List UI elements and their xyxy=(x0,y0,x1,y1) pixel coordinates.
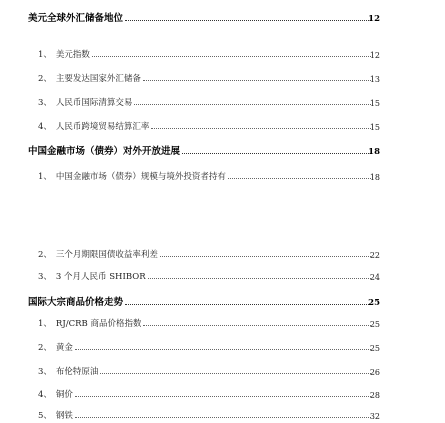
toc-entry-title: 布伦特原油 xyxy=(55,367,99,377)
leader-dots xyxy=(125,303,371,305)
toc-entry[interactable] xyxy=(38,44,380,60)
toc-entry-title: 铜价 xyxy=(55,390,73,400)
toc-entry-number: 2、 xyxy=(38,250,52,260)
leader-dots xyxy=(160,255,371,257)
toc-page-number: 22 xyxy=(369,251,380,260)
toc-entry[interactable] xyxy=(38,337,380,353)
toc-entry-number: 4、 xyxy=(38,122,52,132)
toc-entry-title: 主要发达国家外汇储备 xyxy=(55,74,141,84)
toc-entry[interactable] xyxy=(38,244,380,260)
toc-entry-title: 人民币跨境贸易结算汇率 xyxy=(55,122,150,132)
toc-entry-title: 钢铁 xyxy=(55,411,73,421)
leader-dots xyxy=(148,277,371,279)
leader-dots xyxy=(182,152,371,154)
toc-section-heading[interactable] xyxy=(28,292,380,308)
toc-page-number: 25 xyxy=(368,298,380,308)
toc-entry-title: 中国金融市场（债券）规模与境外投资者持有 xyxy=(55,172,226,182)
leader-dots xyxy=(75,348,371,350)
toc-heading-title: 美元全球外汇储备地位 xyxy=(28,13,124,24)
toc-page-number: 12 xyxy=(369,51,380,60)
leader-dots xyxy=(125,19,371,21)
toc-entry-number: 3、 xyxy=(38,272,52,282)
leader-dots xyxy=(134,103,371,105)
toc-entry-title: 三个月期限国债收益率利差 xyxy=(55,250,158,260)
toc-heading-title: 国际大宗商品价格走势 xyxy=(28,297,124,308)
toc-entry-number: 1、 xyxy=(38,172,52,182)
toc-page-number: 15 xyxy=(369,99,380,108)
toc-entry-number: 1、 xyxy=(38,319,52,329)
leader-dots xyxy=(92,55,371,57)
toc-page-number: 32 xyxy=(369,412,380,421)
toc-entry-title: 3 个月人民币 SHIBOR xyxy=(55,272,146,282)
leader-dots xyxy=(75,395,371,397)
leader-dots xyxy=(228,177,371,179)
toc-page-number: 26 xyxy=(369,368,380,377)
toc-entry-number: 3、 xyxy=(38,98,52,108)
leader-dots xyxy=(75,416,371,418)
toc-page-number: 15 xyxy=(369,123,380,132)
toc-section-heading[interactable] xyxy=(28,8,380,24)
toc-entry-number: 1、 xyxy=(38,50,52,60)
toc-page-number: 12 xyxy=(368,14,380,24)
toc-entry[interactable] xyxy=(38,92,380,108)
leader-dots xyxy=(151,127,371,129)
toc-page-number: 25 xyxy=(369,344,380,353)
toc-page-number: 24 xyxy=(369,273,380,282)
leader-dots xyxy=(143,79,371,81)
toc-entry-number: 2、 xyxy=(38,343,52,353)
toc-entry[interactable] xyxy=(38,361,380,377)
toc-entry-title: RJ/CRB 商品价格指数 xyxy=(55,319,142,329)
toc-page-number: 18 xyxy=(369,173,380,182)
toc-entry-title: 人民币国际清算交易 xyxy=(55,98,133,108)
toc-heading-title: 中国金融市场（债券）对外开放进展 xyxy=(28,146,181,157)
toc-entry-title: 美元指数 xyxy=(55,50,90,60)
leader-dots xyxy=(143,324,371,326)
toc-entry[interactable] xyxy=(38,68,380,84)
toc-entry[interactable] xyxy=(38,266,380,282)
toc-page-number: 28 xyxy=(369,391,380,400)
toc-section-heading[interactable] xyxy=(28,141,380,157)
toc-entry-number: 5、 xyxy=(38,411,52,421)
toc-page-number: 18 xyxy=(368,147,380,157)
toc-entry-number: 2、 xyxy=(38,74,52,84)
toc-page-number: 25 xyxy=(369,320,380,329)
toc-entry[interactable] xyxy=(38,166,380,182)
toc-entry-number: 4、 xyxy=(38,390,52,400)
toc-entry[interactable] xyxy=(38,384,380,400)
toc-entry[interactable] xyxy=(38,116,380,132)
toc-entry-number: 3、 xyxy=(38,367,52,377)
leader-dots xyxy=(100,372,371,374)
toc-page-number: 13 xyxy=(369,75,380,84)
toc-entry-title: 黄金 xyxy=(55,343,73,353)
toc-entry[interactable] xyxy=(38,313,380,329)
toc-entry[interactable] xyxy=(38,405,380,421)
